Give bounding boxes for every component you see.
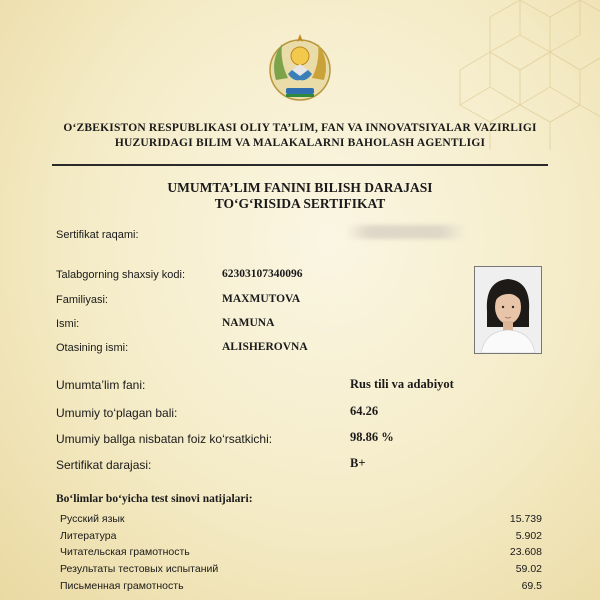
surname-label: Familiyasi: (56, 294, 108, 306)
certificate-title-line-2: TO‘G‘RISIDA SERTIFIKAT (214, 196, 386, 211)
section-row-value: 59.02 (515, 563, 542, 575)
agency-line-2: HUZURIDAGI BILIM VA MALAKALARNI BAHOLASH AGENTLIGI (114, 137, 486, 149)
personal-id-value: 62303107340096 (222, 268, 303, 280)
section-row-name: Письменная грамотность (60, 580, 184, 592)
total-score-label: Umumiy to‘plagan bali: (56, 406, 178, 420)
personal-id-label: Talabgorning shaxsiy kodi: (56, 269, 186, 281)
section-row-value: 5.902 (515, 530, 542, 542)
total-score-value: 64.26 (350, 404, 379, 418)
name-value: NAMUNA (222, 317, 275, 329)
surname-value: MAXMUTOVA (222, 293, 301, 305)
certificate-number-redacted (345, 225, 465, 239)
certificate-title-line-1: UMUMTA’LIM FANINI BILISH DARAJASI (167, 180, 433, 195)
certificate-level-value: B+ (350, 456, 366, 470)
name-label: Ismi: (56, 318, 80, 330)
section-row-name: Читательская грамотность (60, 546, 190, 558)
section-row-value: 69.5 (521, 580, 542, 592)
sections-heading: Bo‘limlar bo‘yicha test sinovi natijalari: (56, 493, 253, 505)
section-row-value: 23.608 (509, 546, 542, 558)
percent-value: 98.86 % (350, 430, 394, 444)
section-row-name: Результаты тестовых испытаний (60, 563, 219, 575)
section-row-name: Литература (60, 530, 117, 542)
certificate-level-label: Sertifikat darajasi: (56, 458, 152, 472)
percent-label: Umumiy ballga nisbatan foiz ko‘rsatkichi: (56, 432, 273, 446)
patronymic-value: ALISHEROVNA (222, 341, 308, 353)
section-row-value: 15.739 (509, 513, 542, 525)
section-row-name: Русский язык (60, 513, 125, 525)
agency-line-1: O‘ZBEKISTON RESPUBLIKASI OLIY TA’LIM, FAN VA INNOVATSIYALAR VAZIRLIGI (63, 122, 537, 134)
certificate-number-label: Sertifikat raqami: (56, 229, 139, 241)
portrait-photo (474, 266, 542, 354)
subject-label: Umumta’lim fani: (56, 378, 146, 392)
patronymic-label: Otasining ismi: (56, 342, 129, 354)
state-emblem-icon (262, 30, 338, 106)
divider (52, 164, 548, 166)
subject-value: Rus tili va adabiyot (350, 377, 454, 391)
